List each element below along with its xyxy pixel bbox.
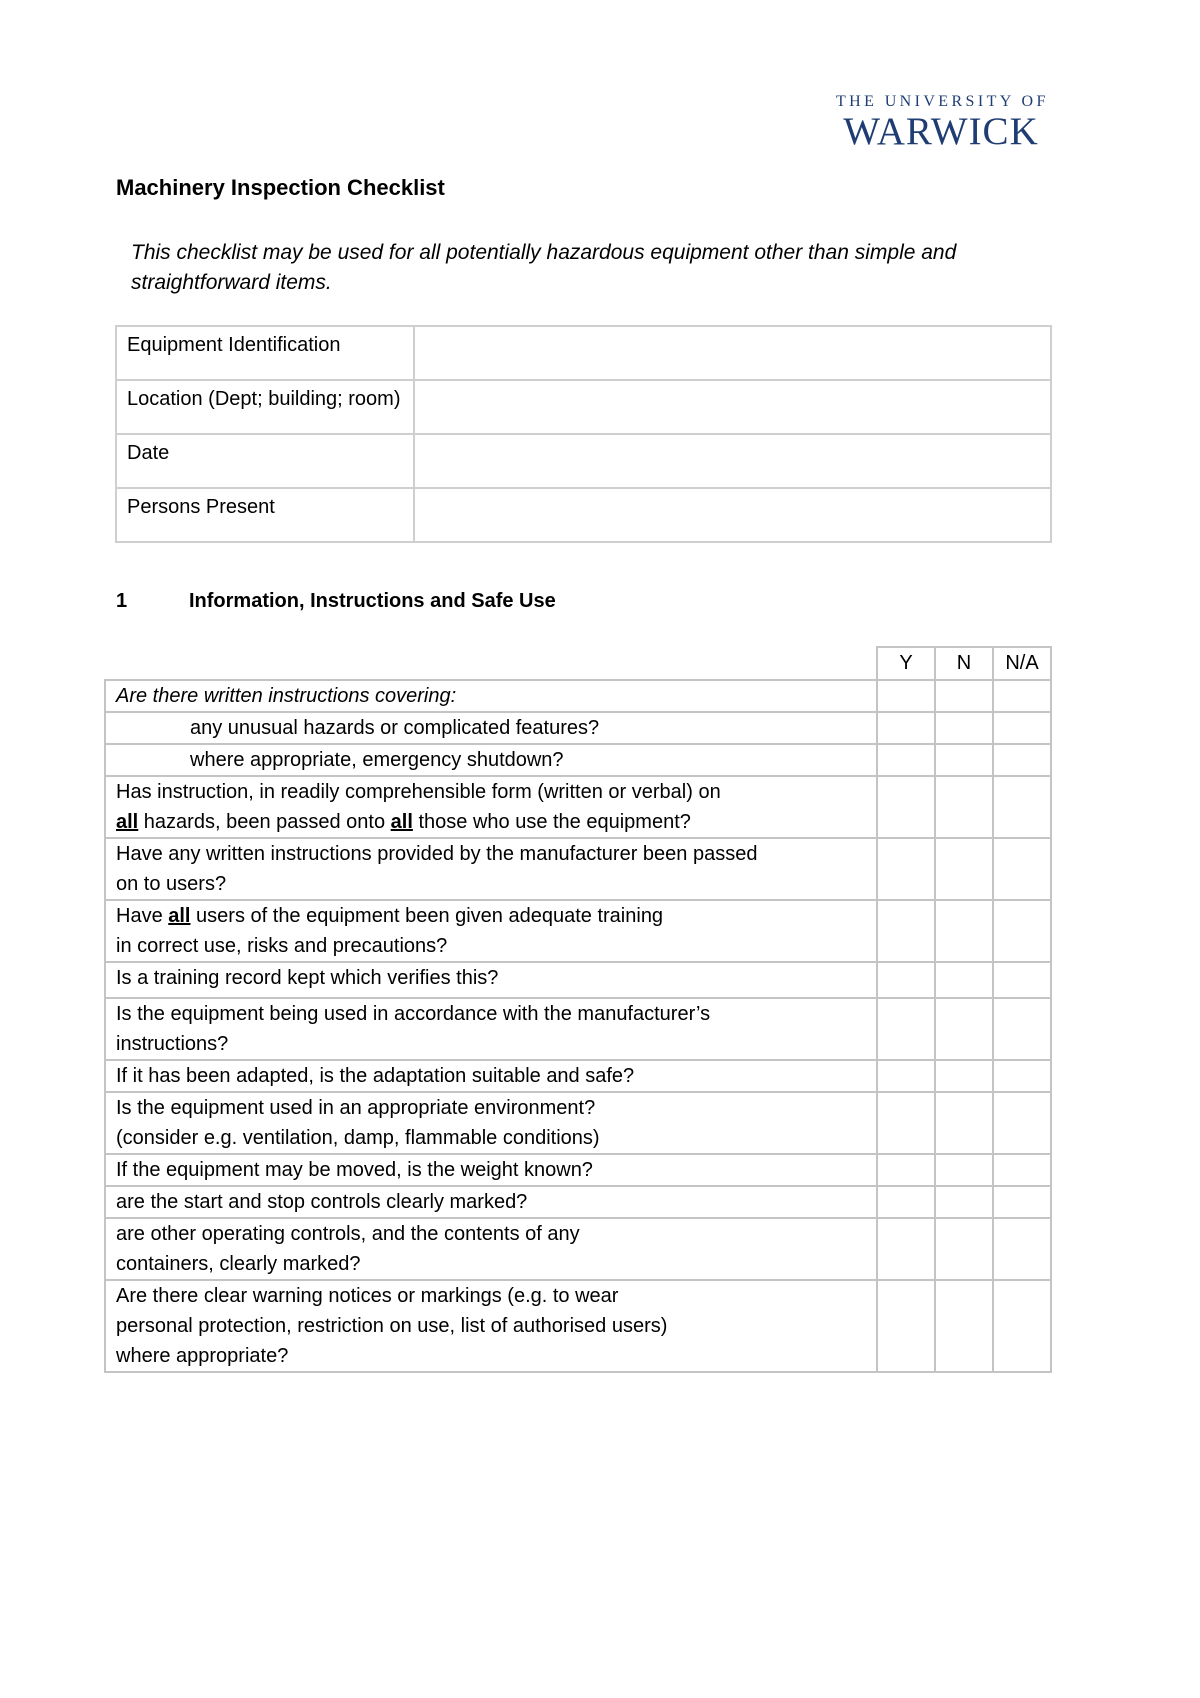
question-text: Has instruction, in readily comprehensible form (written or verbal) on	[116, 781, 721, 803]
checklist-row	[105, 1280, 1051, 1372]
question-text: Is the equipment being used in accordance with the manufacturer’s instructions?	[116, 1003, 711, 1055]
intro-text: This checklist may be used for all potentially hazardous equipment other than simple and straightforward items.	[131, 241, 957, 294]
header-yes: Y	[877, 647, 935, 680]
checklist-row	[105, 838, 1051, 900]
question-text: Is a training record kept which verifies this?	[116, 967, 499, 989]
section-heading	[116, 590, 556, 613]
question-text: Have any written instructions provided by the manufacturer been passed on to users?	[116, 843, 758, 895]
answer-box-no[interactable]	[935, 712, 993, 744]
question-text: any unusual hazards or complicated features?	[190, 717, 600, 739]
question-text: Have	[116, 905, 169, 927]
answer-box-no[interactable]	[935, 998, 993, 1060]
checklist-row	[105, 1060, 1051, 1092]
answer-box-yes[interactable]	[877, 1060, 935, 1092]
checklist-question	[105, 1280, 877, 1372]
answer-box-na[interactable]	[993, 680, 1051, 712]
checklist-row	[105, 1186, 1051, 1218]
answer-box-yes[interactable]	[877, 776, 935, 838]
info-value-field[interactable]	[414, 326, 1051, 380]
answer-box-yes[interactable]	[877, 1218, 935, 1280]
checklist-row	[105, 712, 1051, 744]
answer-box-yes[interactable]	[877, 838, 935, 900]
checklist-question	[105, 838, 877, 900]
answer-box-na[interactable]	[993, 1154, 1051, 1186]
answer-box-na[interactable]	[993, 712, 1051, 744]
answer-box-no[interactable]	[935, 838, 993, 900]
header-no: N	[935, 647, 993, 680]
checklist-header-blank	[105, 647, 877, 680]
checklist-question	[105, 712, 877, 744]
checklist-question	[105, 1092, 877, 1154]
checklist-header-row	[105, 647, 1051, 680]
checklist-row	[105, 900, 1051, 962]
emphasis-text: all	[168, 905, 191, 927]
checklist-question	[105, 998, 877, 1060]
question-text: Are there written instructions covering:	[116, 685, 457, 707]
answer-box-na[interactable]	[993, 838, 1051, 900]
answer-box-yes[interactable]	[877, 1092, 935, 1154]
answer-box-no[interactable]	[935, 1060, 993, 1092]
checklist-question	[105, 1060, 877, 1092]
checklist-question	[105, 900, 877, 962]
answer-box-na[interactable]	[993, 1060, 1051, 1092]
question-text: Is the equipment used in an appropriate environment? (consider e.g. ventilation, damp, flammable conditions)	[116, 1097, 600, 1149]
checklist-question	[105, 962, 877, 998]
equipment-info-table	[115, 325, 1052, 543]
answer-box-no[interactable]	[935, 1186, 993, 1218]
checklist-row	[105, 744, 1051, 776]
answer-box-yes[interactable]	[877, 680, 935, 712]
question-text: hazards, been passed onto	[138, 811, 391, 833]
info-value-field[interactable]	[414, 380, 1051, 434]
university-logo	[836, 93, 1049, 153]
question-text: where appropriate, emergency shutdown?	[190, 749, 564, 771]
checklist-question	[105, 776, 877, 838]
info-label: Location (Dept; building; room)	[116, 380, 414, 434]
answer-box-na[interactable]	[993, 1218, 1051, 1280]
answer-box-na[interactable]	[993, 1280, 1051, 1372]
answer-box-no[interactable]	[935, 744, 993, 776]
question-text: those who use the equipment?	[412, 811, 691, 833]
answer-box-na[interactable]	[993, 1186, 1051, 1218]
answer-box-no[interactable]	[935, 900, 993, 962]
info-label: Equipment Identification	[116, 326, 414, 380]
logo-line-2: WARWICK	[843, 110, 1039, 153]
header-na: N/A	[993, 647, 1051, 680]
checklist-question	[105, 680, 877, 712]
answer-box-na[interactable]	[993, 900, 1051, 962]
info-value-field[interactable]	[414, 488, 1051, 542]
info-value-field[interactable]	[414, 434, 1051, 488]
question-text: are the start and stop controls clearly marked?	[116, 1191, 528, 1213]
answer-box-no[interactable]	[935, 1092, 993, 1154]
section-number: 1	[116, 590, 128, 612]
checklist-row	[105, 998, 1051, 1060]
info-row	[116, 434, 1051, 488]
answer-box-no[interactable]	[935, 1218, 993, 1280]
answer-box-yes[interactable]	[877, 998, 935, 1060]
answer-box-yes[interactable]	[877, 1186, 935, 1218]
answer-box-na[interactable]	[993, 962, 1051, 998]
answer-box-na[interactable]	[993, 776, 1051, 838]
info-row	[116, 326, 1051, 380]
answer-box-no[interactable]	[935, 776, 993, 838]
answer-box-na[interactable]	[993, 744, 1051, 776]
answer-box-no[interactable]	[935, 962, 993, 998]
section-title: Information, Instructions and Safe Use	[189, 590, 556, 612]
checklist-row	[105, 1154, 1051, 1186]
answer-box-na[interactable]	[993, 998, 1051, 1060]
answer-box-yes[interactable]	[877, 1280, 935, 1372]
answer-box-no[interactable]	[935, 1280, 993, 1372]
checklist-question	[105, 1186, 877, 1218]
info-label: Persons Present	[116, 488, 414, 542]
answer-box-no[interactable]	[935, 680, 993, 712]
checklist-row	[105, 776, 1051, 838]
checklist-row	[105, 680, 1051, 712]
checklist-row	[105, 962, 1051, 998]
question-text: Are there clear warning notices or markings (e.g. to wear personal protection, restriction on use, list of authorised users) where appropriate?	[116, 1285, 668, 1367]
answer-box-yes[interactable]	[877, 962, 935, 998]
checklist-question	[105, 744, 877, 776]
info-row	[116, 488, 1051, 542]
info-row	[116, 380, 1051, 434]
question-text: users of the equipment been given adequate training in correct use, risks and precautions?	[116, 905, 664, 957]
answer-box-yes[interactable]	[877, 900, 935, 962]
answer-box-na[interactable]	[993, 1092, 1051, 1154]
answer-box-yes[interactable]	[877, 1154, 935, 1186]
info-label: Date	[116, 434, 414, 488]
answer-box-no[interactable]	[935, 1154, 993, 1186]
checklist-question	[105, 1218, 877, 1280]
answer-box-yes[interactable]	[877, 712, 935, 744]
checklist-table	[104, 646, 1052, 1373]
emphasis-text: all	[116, 811, 139, 833]
checklist-row	[105, 1092, 1051, 1154]
answer-box-yes[interactable]	[877, 744, 935, 776]
checklist-question	[105, 1154, 877, 1186]
logo-line-1: THE UNIVERSITY OF	[836, 93, 1049, 110]
question-text: If it has been adapted, is the adaptation suitable and safe?	[116, 1065, 635, 1087]
question-text: If the equipment may be moved, is the weight known?	[116, 1159, 593, 1181]
emphasis-text: all	[390, 811, 413, 833]
page-title: Machinery Inspection Checklist	[116, 175, 445, 200]
checklist-row	[105, 1218, 1051, 1280]
question-text: are other operating controls, and the contents of any containers, clearly marked?	[116, 1223, 580, 1275]
